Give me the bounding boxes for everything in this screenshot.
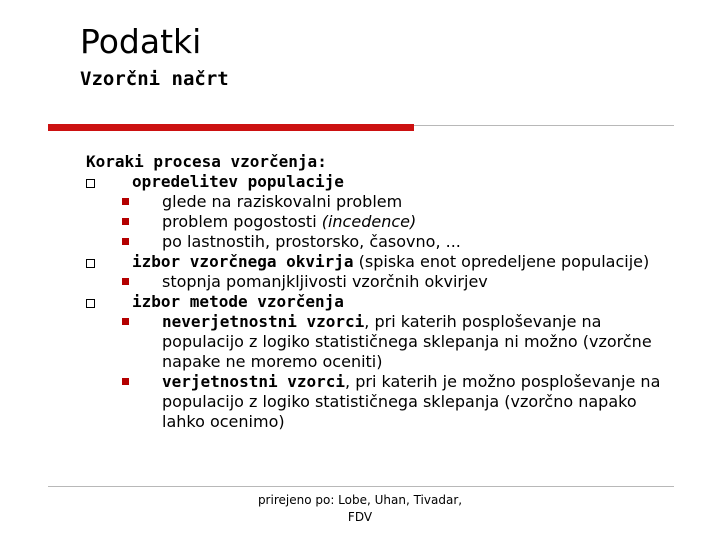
filled-square-bullet-icon — [122, 318, 129, 325]
sub-item-text: po lastnostih, prostorsko, časovno, ... — [162, 232, 461, 251]
filled-square-bullet-icon — [122, 218, 129, 225]
content-heading: Koraki procesa vzorčenja: — [86, 152, 327, 171]
item-label: opredelitev populacije — [132, 172, 344, 191]
sub-list-item — [86, 372, 676, 432]
sub-list-item — [86, 272, 676, 292]
sub-list-item — [86, 232, 676, 252]
item-label-rest: (spiska enot opredeljene populacije) — [353, 252, 650, 271]
sub-item-text: stopnja pomanjkljivosti vzorčnih okvirjev — [162, 272, 488, 291]
sub-list-item — [86, 312, 676, 372]
sub-item-text: problem pogostosti — [162, 212, 322, 231]
list-item — [86, 252, 676, 272]
filled-square-bullet-icon — [122, 278, 129, 285]
item-label: izbor metode vzorčenja — [132, 292, 344, 311]
filled-square-bullet-icon — [122, 198, 129, 205]
accent-bar — [48, 124, 414, 131]
sub-item-text: glede na raziskovalni problem — [162, 192, 403, 211]
list-item — [86, 292, 676, 312]
footer-line-2: FDV — [347, 510, 373, 524]
sub-item-rest: , pri katerih posploševanje na populacijo z logiko statističnega sklepanja ni možno (vzorčne napake ne moremo oceniti) — [162, 312, 652, 371]
sub-list-item — [86, 192, 676, 212]
title-rule — [414, 125, 674, 126]
sub-item-bold: neverjetnostni vzorci — [162, 312, 365, 331]
sub-item-bold: verjetnostni vzorci — [162, 372, 346, 391]
slide-subtitle: Vzorčni načrt — [80, 68, 229, 90]
footer-credit — [240, 492, 480, 526]
item-label-bold: izbor vzorčnega okvirja — [132, 252, 354, 271]
sub-item-italic-text: (incedence) — [321, 212, 417, 231]
list-item — [86, 172, 676, 192]
footer-line-1: prirejeno po: Lobe, Uhan, Tivadar, — [257, 493, 463, 507]
slide-content — [86, 152, 676, 432]
hollow-square-bullet-icon — [86, 259, 95, 268]
hollow-square-bullet-icon — [86, 179, 95, 188]
slide-title: Podatki — [80, 22, 202, 61]
hollow-square-bullet-icon — [86, 299, 95, 308]
filled-square-bullet-icon — [122, 238, 129, 245]
filled-square-bullet-icon — [122, 378, 129, 385]
sub-item-rest: , pri katerih je možno posploševanje na populacijo z logiko statističnega sklepanja (vzorčno napako lahko ocenimo) — [162, 372, 661, 431]
sub-list-item — [86, 212, 676, 232]
footer-rule — [48, 486, 674, 487]
